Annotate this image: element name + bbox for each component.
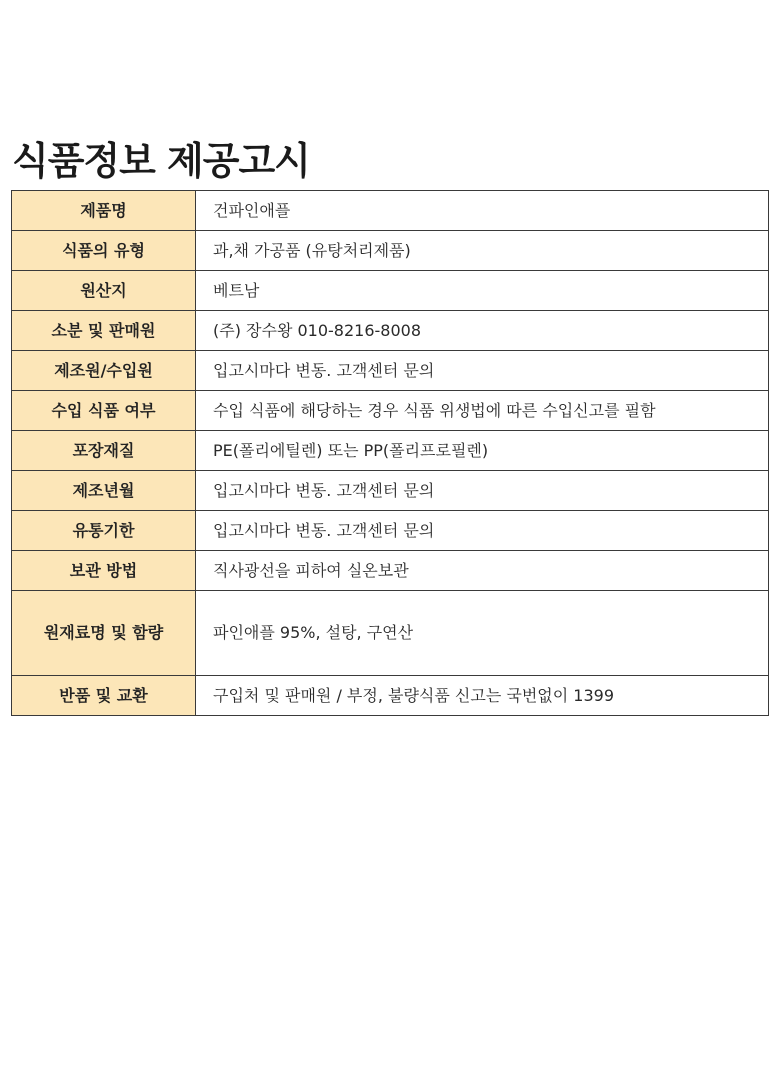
table-row (12, 191, 769, 231)
row-label-manufacture-date: 제조년월 (12, 471, 196, 511)
row-value-food-type: 과,채 가공품 (유탕처리제품) (196, 231, 769, 271)
row-label-imported: 수입 식품 여부 (12, 391, 196, 431)
row-value-expiry: 입고시마다 변동. 고객센터 문의 (196, 511, 769, 551)
row-label-manufacturer: 제조원/수입원 (12, 351, 196, 391)
table-row (12, 591, 769, 676)
row-value-product-name: 건파인애플 (196, 191, 769, 231)
page-title: 식품정보 제공고시 (12, 139, 310, 183)
table-row (12, 511, 769, 551)
row-value-ingredients: 파인애플 95%, 설탕, 구연산 (196, 591, 769, 676)
food-info-table (11, 190, 769, 716)
table-row (12, 431, 769, 471)
row-label-food-type: 식품의 유형 (12, 231, 196, 271)
row-label-ingredients: 원재료명 및 함량 (12, 591, 196, 676)
row-label-returns: 반품 및 교환 (12, 676, 196, 716)
row-label-product-name: 제품명 (12, 191, 196, 231)
table-row (12, 676, 769, 716)
row-value-distributor: (주) 장수왕 010-8216-8008 (196, 311, 769, 351)
row-value-manufacture-date: 입고시마다 변동. 고객센터 문의 (196, 471, 769, 511)
row-value-returns: 구입처 및 판매원 / 부정, 불량식품 신고는 국번없이 1399 (196, 676, 769, 716)
row-value-manufacturer: 입고시마다 변동. 고객센터 문의 (196, 351, 769, 391)
table-row (12, 271, 769, 311)
row-label-expiry: 유통기한 (12, 511, 196, 551)
row-label-distributor: 소분 및 판매원 (12, 311, 196, 351)
row-label-packaging: 포장재질 (12, 431, 196, 471)
table-row (12, 471, 769, 511)
row-value-storage: 직사광선을 피하여 실온보관 (196, 551, 769, 591)
table-row (12, 231, 769, 271)
table-row (12, 391, 769, 431)
table-row (12, 351, 769, 391)
row-value-origin: 베트남 (196, 271, 769, 311)
row-label-storage: 보관 방법 (12, 551, 196, 591)
row-value-packaging: PE(폴리에틸렌) 또는 PP(폴리프로필렌) (196, 431, 769, 471)
table-row (12, 551, 769, 591)
row-value-imported: 수입 식품에 해당하는 경우 식품 위생법에 따른 수입신고를 필함 (196, 391, 769, 431)
table-row (12, 311, 769, 351)
row-label-origin: 원산지 (12, 271, 196, 311)
